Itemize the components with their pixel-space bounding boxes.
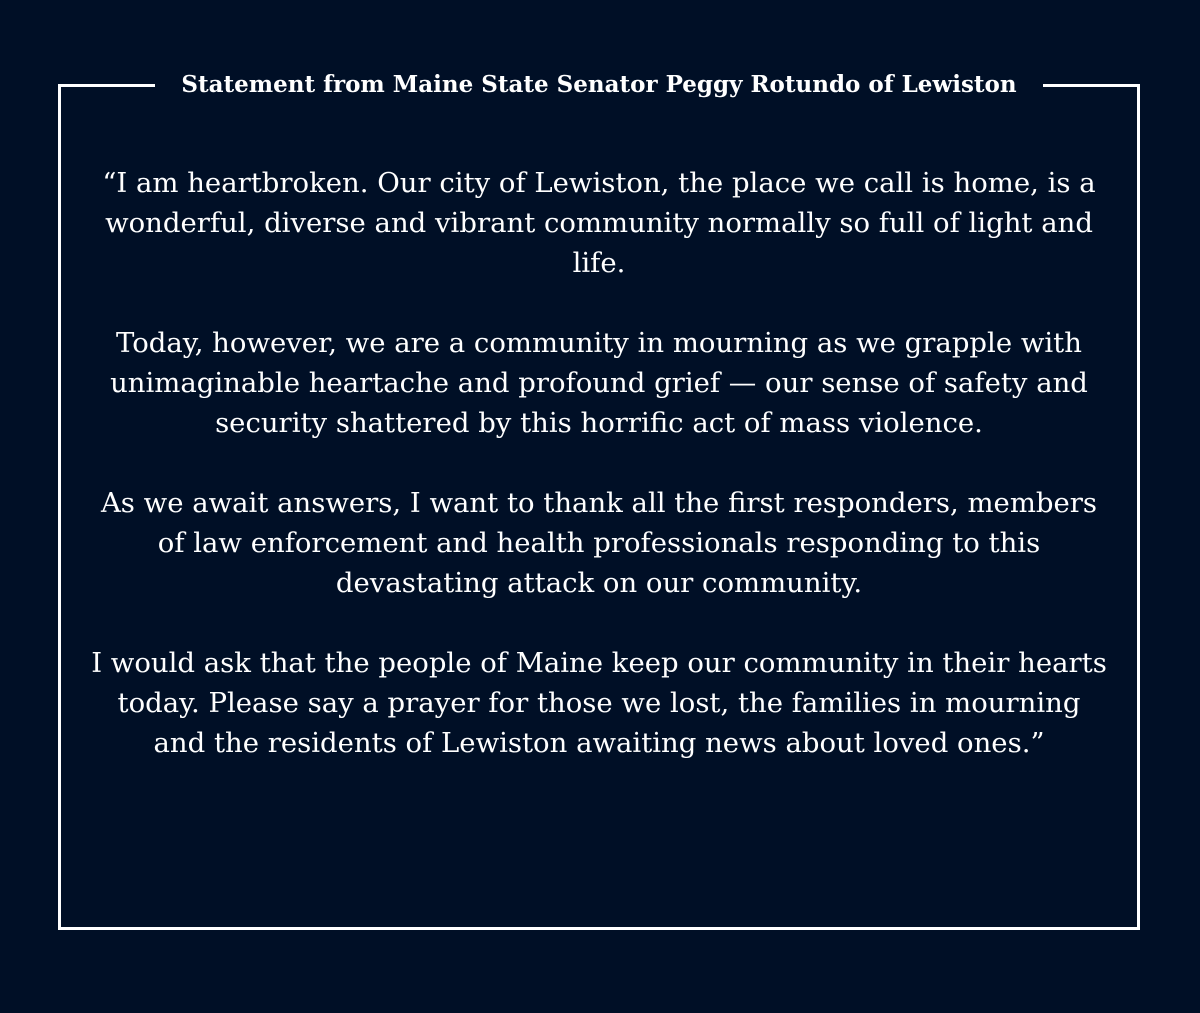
statement-paragraph-2: Today, however, we are a community in mourning as we grapple with unimaginable heartache and profound grief — our sense of safety and security shattered by this horrific act of mass violence. xyxy=(110,327,1088,439)
statement-paragraph-1: “I am heartbroken. Our city of Lewiston, the place we call is home, is a wonderful, diverse and vibrant community normally so full of light and life. xyxy=(102,167,1096,279)
statement-body xyxy=(89,163,1109,763)
statement-paragraph-4: I would ask that the people of Maine keep our community in their hearts today. Please say a prayer for those we lost, the families in mourning and the residents of Lewiston awaiting news about loved ones.” xyxy=(91,647,1107,759)
statement-frame xyxy=(58,71,1140,930)
statement-title-wrapper xyxy=(61,70,1137,100)
statement-paragraph-3: As we await answers, I want to thank all the first responders, members of law enforcement and health professionals responding to this devastating attack on our community. xyxy=(100,487,1098,599)
statement-title: Statement from Maine State Senator Peggy Rotundo of Lewiston xyxy=(155,70,1042,100)
